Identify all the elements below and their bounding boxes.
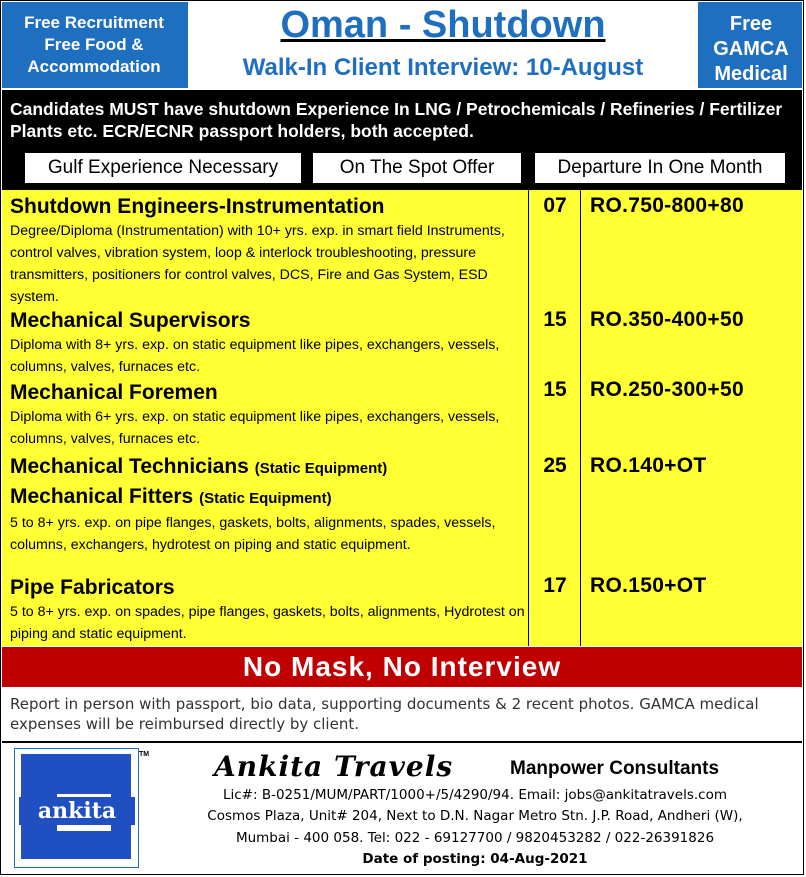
header-perks-right	[700, 12, 802, 87]
perk-line: GAMCA	[713, 38, 789, 60]
job-description: Diploma with 8+ yrs. exp. on static equipment like pipes, exchangers, vessels, columns, valves, furnaces etc.	[10, 337, 500, 375]
perk-line: Medical	[714, 63, 788, 85]
requirements-text: Candidates MUST have shutdown Experience In LNG / Petrochemicals / Refineries / Fertilizer Plants etc. ECR/ECNR passport holders, both accepted.	[10, 99, 783, 141]
header-perks-left	[2, 12, 186, 78]
header-title-box	[188, 2, 698, 88]
report-instructions: Report in person with passport, bio data, supporting documents & 2 recent photos. GAMCA medical expenses will be reimbursed directly by client.	[10, 695, 759, 733]
job-salary: RO.140+OT	[590, 454, 707, 477]
no-mask-banner: No Mask, No Interview	[2, 647, 802, 687]
posting-date: Date of posting: 04-Aug-2021	[362, 851, 588, 867]
job-title: Mechanical Supervisors	[10, 309, 251, 332]
job-salary: RO.250-300+50	[590, 378, 744, 401]
pill-spot-offer: On The Spot Offer	[312, 152, 522, 184]
job-title: Pipe Fabricators	[10, 576, 175, 599]
job-description: Diploma with 6+ yrs. exp. on static equipment like pipes, exchangers, vessels, columns, valves, furnaces etc.	[10, 409, 500, 447]
job-title: Shutdown Engineers-Instrumentation	[10, 195, 385, 218]
job-salary: RO.150+OT	[590, 574, 707, 597]
column-divider	[580, 190, 581, 646]
requirements-band	[2, 90, 802, 190]
job-description: 5 to 8+ yrs. exp. on pipe flanges, gaskets, bolts, alignments, spades, vessels, columns, exchangers, hydrotest on piping and static equipment.	[10, 515, 496, 553]
company-subtitle: Manpower Consultants	[510, 758, 720, 779]
job-row	[10, 575, 530, 645]
job-salary: RO.350-400+50	[590, 308, 744, 331]
address-line: Cosmos Plaza, Unit# 204, Next to D.N. Nagar Metro Stn. J.P. Road, Andheri (W),	[207, 808, 743, 824]
contact-line: Mumbai - 400 058. Tel: 022 - 69127700 / 9820453282 / 022-26391826	[235, 830, 715, 846]
job-quantity: 07	[543, 194, 567, 217]
pill-gulf-experience: Gulf Experience Necessary	[24, 152, 302, 184]
job-quantity: 15	[543, 378, 567, 401]
page-title: Oman - Shutdown	[280, 4, 606, 46]
job-description: 5 to 8+ yrs. exp. on spades, pipe flanges, gaskets, bolts, alignments, Hydrotest on piping and static equipment.	[10, 604, 525, 642]
logo-shape	[21, 754, 121, 794]
job-quantity: 17	[543, 574, 567, 597]
header-bar	[2, 2, 802, 88]
ankita-logo	[14, 748, 150, 868]
job-tag: (Static Equipment)	[199, 490, 332, 507]
trademark-mark: TM	[139, 751, 150, 758]
perk-line: Free Food &	[44, 35, 144, 54]
job-title: Mechanical Technicians (Static Equipment)	[10, 455, 388, 478]
job-row	[10, 194, 530, 308]
logo-shape	[21, 831, 131, 859]
job-quantity: 25	[543, 454, 567, 477]
job-title: Mechanical Foremen	[10, 381, 218, 404]
pill-departure: Departure In One Month	[534, 152, 786, 184]
job-row	[10, 380, 530, 450]
job-tag: (Static Equipment)	[254, 460, 388, 477]
job-title-secondary: Mechanical Fitters (Static Equipment)	[10, 485, 332, 508]
job-description: Degree/Diploma (Instrumentation) with 10+ yrs. exp. in smart field Instruments, control valves, vibration system, loop & interlock troubleshooting, pressure transmitters, positioners for control valves, DCS, Fire and Gas System, ESD system.	[10, 223, 505, 305]
job-quantity: 15	[543, 308, 567, 331]
license-line: Lic#: B-0251/MUM/PART/1000+/5/4290/94. Email: jobs@ankitatravels.com	[222, 787, 728, 803]
company-name: Ankita Travels	[214, 750, 454, 783]
perk-line: Free Recruitment	[24, 13, 164, 32]
logo-text: ankita	[19, 797, 135, 825]
job-row	[10, 308, 530, 378]
page-subtitle: Walk-In Client Interview: 10-August	[242, 54, 644, 81]
divider	[2, 741, 802, 743]
perk-line: Free	[729, 13, 773, 35]
job-salary: RO.750-800+80	[590, 194, 744, 217]
job-row	[10, 454, 530, 556]
perk-line: Accommodation	[27, 57, 161, 76]
